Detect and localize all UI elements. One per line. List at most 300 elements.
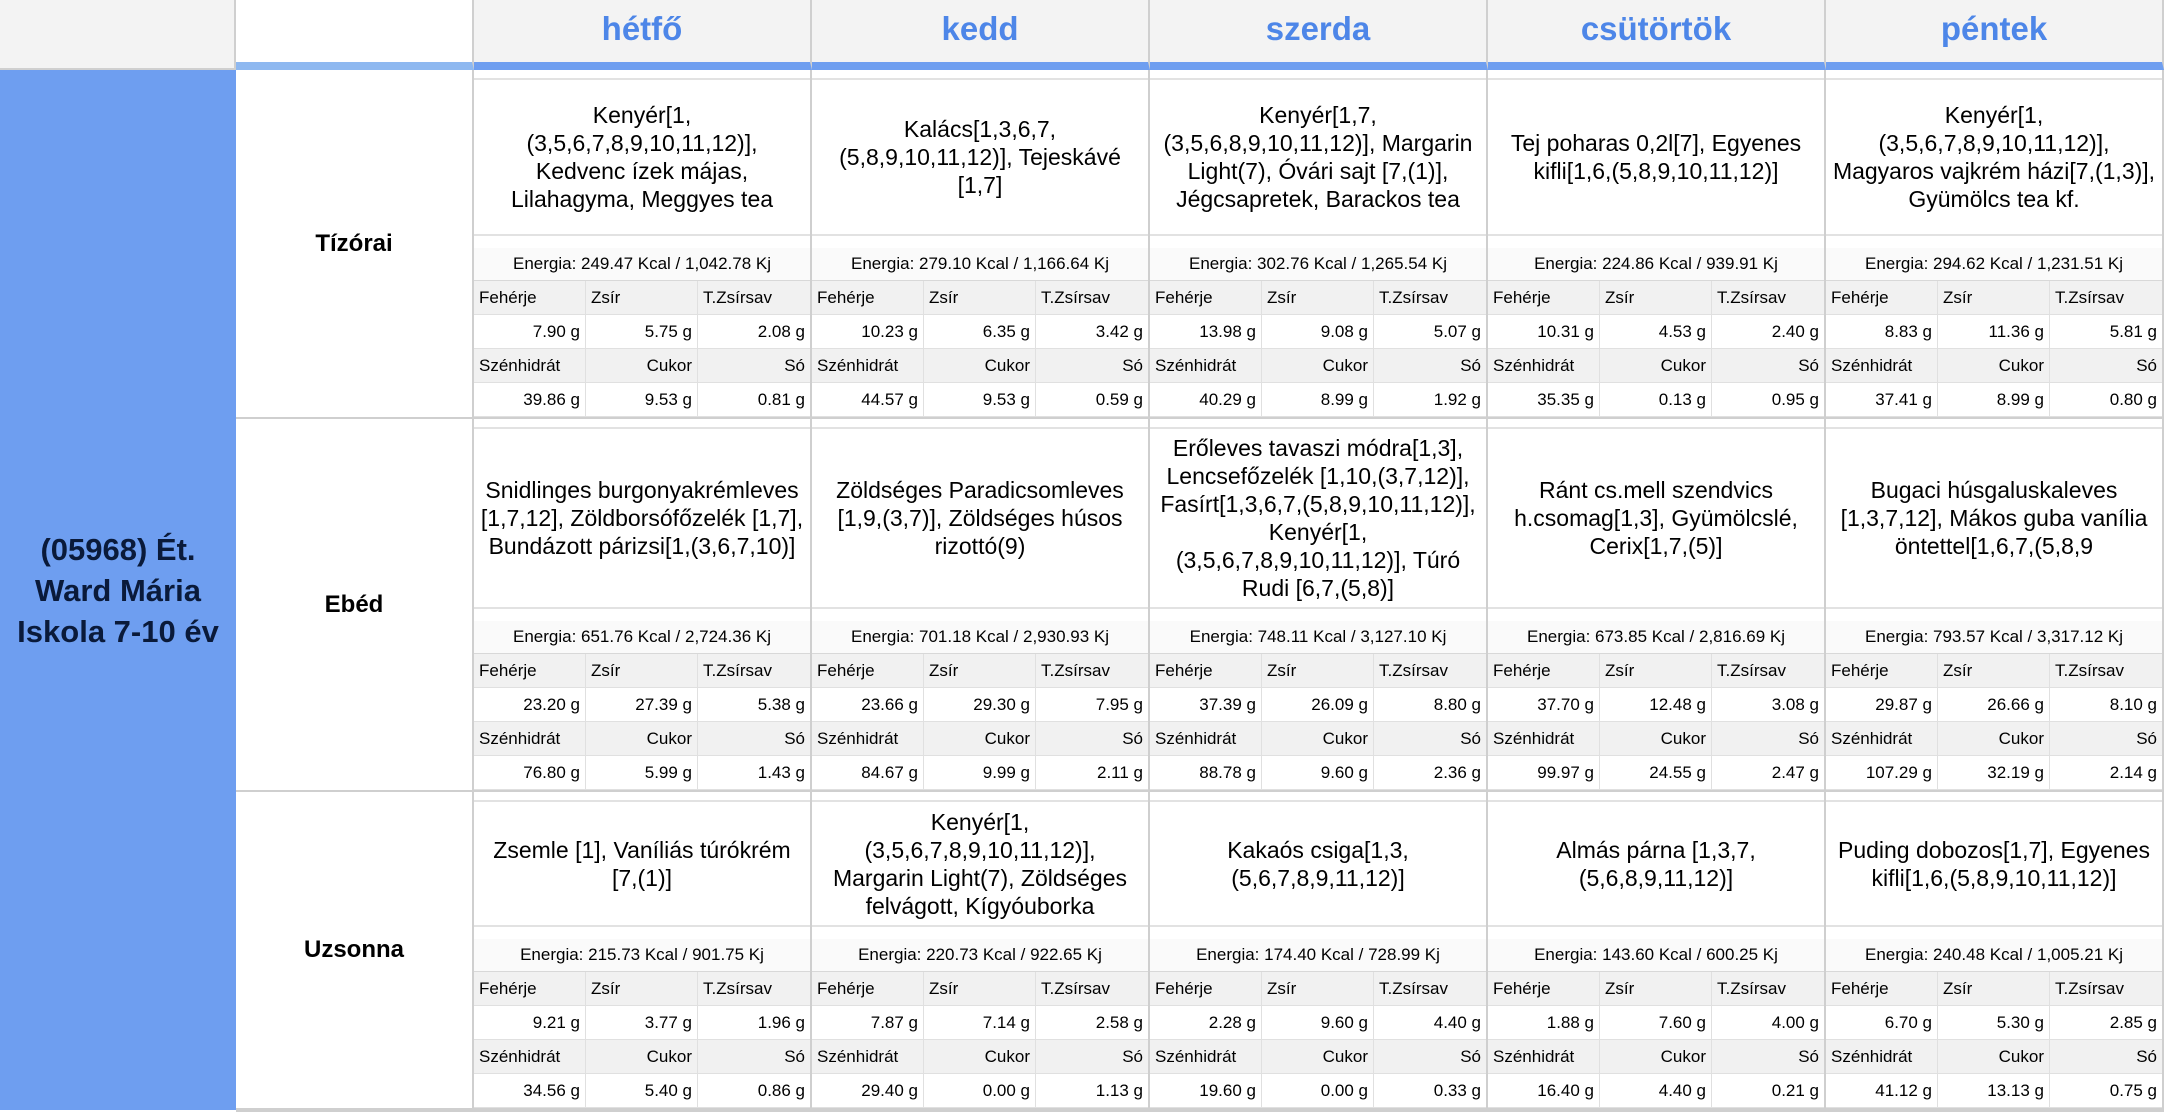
nutrient-value-row	[1150, 383, 1486, 417]
meal-name: Ebéd	[236, 419, 474, 792]
nutrient-label: Cukor	[586, 349, 698, 383]
nutrient-value: 37.41 g	[1826, 383, 1938, 417]
nutrient-value-row	[1150, 1074, 1486, 1108]
nutrient-label: Fehérje	[1826, 654, 1938, 688]
nutrient-label: T.Zsírsav	[1036, 972, 1148, 1006]
nutrient-value: 0.86 g	[698, 1074, 810, 1108]
meal-day-cell	[1150, 792, 1488, 1110]
menu-text: Kalács[1,3,6,7,(5,8,9,10,11,12)], Tejeskávé [1,7]	[812, 78, 1148, 236]
nutrient-value: 2.40 g	[1712, 315, 1824, 349]
nutrient-value: 27.39 g	[586, 688, 698, 722]
nutrient-label: Zsír	[586, 654, 698, 688]
meal-day-cell	[1826, 792, 2164, 1110]
nutrient-value-row	[812, 1074, 1148, 1108]
nutrient-value: 6.35 g	[924, 315, 1036, 349]
nutrient-value: 37.39 g	[1150, 688, 1262, 722]
nutrient-label: Szénhidrát	[474, 1040, 586, 1074]
nutrient-label: Só	[1036, 349, 1148, 383]
menu-wrap	[1488, 792, 1824, 933]
nutrient-label-row	[812, 654, 1148, 688]
nutrient-label: Szénhidrát	[1826, 1040, 1938, 1074]
nutrient-label-row	[474, 722, 810, 756]
nutrient-label: Só	[698, 349, 810, 383]
day-header: kedd	[812, 0, 1150, 70]
nutrient-value: 23.66 g	[812, 688, 924, 722]
menu-text: Zsemle [1], Vaníliás túrókrém [7,(1)]	[474, 800, 810, 927]
nutrient-value: 29.87 g	[1826, 688, 1938, 722]
nutrient-label-row	[1150, 1040, 1486, 1074]
nutrient-value: 5.99 g	[586, 756, 698, 790]
nutrient-value-row	[474, 383, 810, 417]
nutrient-label-row	[474, 654, 810, 688]
nutrient-label-row	[812, 281, 1148, 315]
nutrient-label: Szénhidrát	[474, 722, 586, 756]
nutrient-value: 40.29 g	[1150, 383, 1262, 417]
nutrient-value: 9.08 g	[1262, 315, 1374, 349]
nutrient-label: Szénhidrát	[474, 349, 586, 383]
nutrient-label: Só	[1036, 1040, 1148, 1074]
nutrient-label: Cukor	[1938, 722, 2050, 756]
energy-value: Energia: 143.60 Kcal / 600.25 Kj	[1488, 939, 1824, 972]
school-name-line: Iskola 7-10 év	[17, 613, 219, 649]
nutrient-label-row	[1150, 654, 1486, 688]
nutrient-value: 0.95 g	[1712, 383, 1824, 417]
menu-wrap	[1826, 419, 2162, 615]
nutrient-value-row	[1150, 315, 1486, 349]
nutrient-label: Cukor	[1600, 1040, 1712, 1074]
nutrient-value-row	[812, 688, 1148, 722]
menu-text: Snidlinges burgonyakrémleves [1,7,12], Zöldborsófőzelék [1,7], Bundázott párizsi[1,(3,6,7,10)]	[474, 427, 810, 609]
nutrient-label-row	[1826, 349, 2162, 383]
menu-text: Kenyér[1,(3,5,6,7,8,9,10,11,12)], Kedvenc ízek májas, Lilahagyma, Meggyes tea	[474, 78, 810, 236]
nutrient-value: 5.38 g	[698, 688, 810, 722]
menu-wrap	[812, 70, 1148, 242]
nutrient-value: 4.40 g	[1374, 1006, 1486, 1040]
corner-cell	[0, 0, 236, 70]
nutrient-value-row	[1150, 1006, 1486, 1040]
nutrient-label: Zsír	[924, 281, 1036, 315]
nutrient-label: Cukor	[924, 1040, 1036, 1074]
nutrient-label: T.Zsírsav	[1374, 972, 1486, 1006]
nutrient-value-row	[1826, 1006, 2162, 1040]
nutrient-label: Szénhidrát	[1488, 722, 1600, 756]
nutrient-label: Szénhidrát	[812, 722, 924, 756]
menu-text: Kenyér[1,(3,5,6,7,8,9,10,11,12)], Magyaros vajkrém házi[7,(1,3)], Gyümölcs tea kf.	[1826, 78, 2162, 236]
nutrient-value: 9.60 g	[1262, 1006, 1374, 1040]
meal-day-cell	[474, 792, 812, 1110]
nutrient-value-row	[812, 383, 1148, 417]
nutrient-label-row	[1826, 1040, 2162, 1074]
meal-day-cell	[812, 419, 1150, 792]
nutrient-value-row	[1488, 1006, 1824, 1040]
meal-day-cell	[1488, 792, 1826, 1110]
menu-wrap	[1150, 419, 1486, 615]
nutrient-label-row	[812, 722, 1148, 756]
nutrient-label: Só	[2050, 1040, 2162, 1074]
nutrient-label: Fehérje	[812, 972, 924, 1006]
nutrient-label: Zsír	[1262, 654, 1374, 688]
nutrient-label: Szénhidrát	[1150, 722, 1262, 756]
nutrient-value-row	[812, 1006, 1148, 1040]
nutrient-label: T.Zsírsav	[2050, 281, 2162, 315]
nutrient-value: 9.60 g	[1262, 756, 1374, 790]
nutrient-value: 1.88 g	[1488, 1006, 1600, 1040]
nutrient-value: 3.42 g	[1036, 315, 1148, 349]
meal-day-cell	[812, 70, 1150, 419]
nutrient-value: 7.60 g	[1600, 1006, 1712, 1040]
nutrient-label-row	[1488, 722, 1824, 756]
nutrient-label: Zsír	[1938, 654, 2050, 688]
nutrient-label: Só	[2050, 349, 2162, 383]
nutrient-value: 76.80 g	[474, 756, 586, 790]
nutrient-label: T.Zsírsav	[698, 972, 810, 1006]
nutrient-label-row	[474, 1040, 810, 1074]
menu-text: Kenyér[1,(3,5,6,7,8,9,10,11,12)], Margarin Light(7), Zöldséges felvágott, Kígyóuborka	[812, 800, 1148, 927]
nutrient-value-row	[474, 315, 810, 349]
nutrient-value: 0.33 g	[1374, 1074, 1486, 1108]
energy-value: Energia: 748.11 Kcal / 3,127.10 Kj	[1150, 621, 1486, 654]
nutrient-value-row	[1826, 383, 2162, 417]
meal-day-cell	[474, 419, 812, 792]
day-header: péntek	[1826, 0, 2164, 70]
nutrient-label: Fehérje	[474, 281, 586, 315]
nutrient-label-row	[1826, 972, 2162, 1006]
nutrient-value: 99.97 g	[1488, 756, 1600, 790]
nutrient-value-row	[1488, 1074, 1824, 1108]
menu-text: Zöldséges Paradicsomleves [1,9,(3,7)], Zöldséges húsos rizottó(9)	[812, 427, 1148, 609]
nutrient-label: Cukor	[924, 722, 1036, 756]
nutrient-value: 5.81 g	[2050, 315, 2162, 349]
nutrient-value: 29.40 g	[812, 1074, 924, 1108]
nutrient-label: Zsír	[1262, 281, 1374, 315]
nutrient-label-row	[1488, 972, 1824, 1006]
nutrient-value: 4.40 g	[1600, 1074, 1712, 1108]
school-name-line: Ward Mária	[35, 572, 201, 608]
nutrient-value: 2.47 g	[1712, 756, 1824, 790]
nutrient-value: 19.60 g	[1150, 1074, 1262, 1108]
day-header: hétfő	[474, 0, 812, 70]
nutrient-value: 1.96 g	[698, 1006, 810, 1040]
nutrient-label: Zsír	[586, 281, 698, 315]
day-header: csütörtök	[1488, 0, 1826, 70]
nutrient-label: Zsír	[924, 654, 1036, 688]
nutrient-value: 0.13 g	[1600, 383, 1712, 417]
nutrient-label: T.Zsírsav	[698, 654, 810, 688]
nutrient-label-row	[1488, 281, 1824, 315]
nutrient-label: Szénhidrát	[1488, 349, 1600, 383]
nutrient-label: Zsír	[924, 972, 1036, 1006]
day-header: szerda	[1150, 0, 1488, 70]
meal-day-cell	[1826, 70, 2164, 419]
meal-day-cell	[1150, 419, 1488, 792]
nutrient-value: 13.98 g	[1150, 315, 1262, 349]
nutrient-label: Fehérje	[812, 281, 924, 315]
nutrient-label-row	[812, 972, 1148, 1006]
nutrient-label: Só	[1712, 722, 1824, 756]
nutrient-label: Só	[698, 722, 810, 756]
nutrient-label: T.Zsírsav	[1374, 281, 1486, 315]
nutrient-label-row	[1826, 722, 2162, 756]
school-name-cell	[0, 70, 236, 1110]
nutrient-label: T.Zsírsav	[1036, 281, 1148, 315]
nutrient-value: 8.10 g	[2050, 688, 2162, 722]
menu-wrap	[1826, 792, 2162, 933]
menu-text: Kakaós csiga[1,3,(5,6,7,8,9,11,12)]	[1150, 800, 1486, 927]
energy-value: Energia: 793.57 Kcal / 3,317.12 Kj	[1826, 621, 2162, 654]
nutrient-value: 44.57 g	[812, 383, 924, 417]
nutrient-value: 0.81 g	[698, 383, 810, 417]
nutrient-value: 26.09 g	[1262, 688, 1374, 722]
nutrient-label-row	[812, 1040, 1148, 1074]
nutrient-label: Fehérje	[474, 654, 586, 688]
nutrient-value: 5.40 g	[586, 1074, 698, 1108]
nutrient-label-row	[1488, 349, 1824, 383]
nutrient-value: 5.07 g	[1374, 315, 1486, 349]
menu-wrap	[474, 419, 810, 615]
nutrient-label: Cukor	[586, 1040, 698, 1074]
nutrient-value-row	[1826, 756, 2162, 790]
nutrient-value-row	[1826, 315, 2162, 349]
nutrient-label: Só	[1374, 722, 1486, 756]
nutrient-label: Fehérje	[1826, 972, 1938, 1006]
nutrient-label: Fehérje	[812, 654, 924, 688]
nutrient-value: 107.29 g	[1826, 756, 1938, 790]
nutrient-value: 2.85 g	[2050, 1006, 2162, 1040]
nutrient-label-row	[474, 281, 810, 315]
nutrient-value: 12.48 g	[1600, 688, 1712, 722]
nutrient-label: Szénhidrát	[812, 349, 924, 383]
nutrient-label: Fehérje	[1150, 654, 1262, 688]
nutrient-value: 2.36 g	[1374, 756, 1486, 790]
nutrient-label: Só	[1036, 722, 1148, 756]
nutrient-value: 0.21 g	[1712, 1074, 1824, 1108]
nutrient-label: Cukor	[1262, 349, 1374, 383]
energy-value: Energia: 279.10 Kcal / 1,166.64 Kj	[812, 248, 1148, 281]
nutrient-value: 7.95 g	[1036, 688, 1148, 722]
nutrient-label: T.Zsírsav	[1712, 281, 1824, 315]
nutrient-label: Zsír	[1600, 281, 1712, 315]
nutrient-value: 23.20 g	[474, 688, 586, 722]
menu-text: Ránt cs.mell szendvics h.csomag[1,3], Gyümölcslé, Cerix[1,7,(5)]	[1488, 427, 1824, 609]
meal-day-cell	[1826, 419, 2164, 792]
nutrient-label: Zsír	[1600, 654, 1712, 688]
nutrient-label: T.Zsírsav	[1036, 654, 1148, 688]
menu-text: Kenyér[1,7,(3,5,6,8,9,10,11,12)], Margarin Light(7), Óvári sajt [7,(1)], Jégcsapretek, Barackos tea	[1150, 78, 1486, 236]
nutrient-label: Zsír	[1262, 972, 1374, 1006]
meal-name: Tízórai	[236, 70, 474, 419]
menu-wrap	[1826, 70, 2162, 242]
nutrient-label: Fehérje	[1150, 972, 1262, 1006]
nutrient-value-row	[812, 315, 1148, 349]
nutrient-label-row	[1150, 722, 1486, 756]
nutrient-label: T.Zsírsav	[2050, 654, 2162, 688]
nutrient-value: 7.87 g	[812, 1006, 924, 1040]
nutrient-value: 0.00 g	[924, 1074, 1036, 1108]
nutrient-label: Só	[1712, 349, 1824, 383]
nutrient-value: 0.75 g	[2050, 1074, 2162, 1108]
nutrient-label: Zsír	[1600, 972, 1712, 1006]
nutrient-value: 26.66 g	[1938, 688, 2050, 722]
nutrient-label: T.Zsírsav	[2050, 972, 2162, 1006]
menu-text: Erőleves tavaszi módra[1,3], Lencsefőzelék [1,10,(3,7,12)], Fasírt[1,3,6,7,(5,8,9,10,11,12)], Kenyér[1,(3,5,6,7,8,9,10,11,12)], Túró Rudi [6,7,(5,8)]	[1150, 427, 1486, 609]
nutrient-value-row	[474, 1074, 810, 1108]
nutrient-label: Szénhidrát	[1488, 1040, 1600, 1074]
nutrient-label: Cukor	[1938, 349, 2050, 383]
menu-wrap	[474, 792, 810, 933]
menu-wrap	[474, 70, 810, 242]
nutrient-value: 4.53 g	[1600, 315, 1712, 349]
nutrient-label: Só	[2050, 722, 2162, 756]
meal-day-cell	[1488, 419, 1826, 792]
nutrient-value: 24.55 g	[1600, 756, 1712, 790]
meal-day-cell	[474, 70, 812, 419]
nutrient-label: Só	[1374, 1040, 1486, 1074]
energy-value: Energia: 673.85 Kcal / 2,816.69 Kj	[1488, 621, 1824, 654]
nutrient-label: Zsír	[1938, 972, 2050, 1006]
nutrient-label-row	[474, 349, 810, 383]
nutrient-label: Cukor	[1262, 722, 1374, 756]
nutrient-value: 13.13 g	[1938, 1074, 2050, 1108]
energy-value: Energia: 224.86 Kcal / 939.91 Kj	[1488, 248, 1824, 281]
nutrient-value-row	[1488, 688, 1824, 722]
nutrient-value: 4.00 g	[1712, 1006, 1824, 1040]
nutrient-value: 88.78 g	[1150, 756, 1262, 790]
nutrient-label-row	[1488, 654, 1824, 688]
energy-value: Energia: 651.76 Kcal / 2,724.36 Kj	[474, 621, 810, 654]
meal-day-cell	[1150, 70, 1488, 419]
nutrient-value: 41.12 g	[1826, 1074, 1938, 1108]
nutrient-value: 1.92 g	[1374, 383, 1486, 417]
nutrient-label: Fehérje	[1488, 281, 1600, 315]
nutrient-value-row	[474, 756, 810, 790]
menu-wrap	[812, 419, 1148, 615]
nutrient-label: Fehérje	[1826, 281, 1938, 315]
nutrient-value: 11.36 g	[1938, 315, 2050, 349]
nutrient-value: 8.80 g	[1374, 688, 1486, 722]
energy-value: Energia: 701.18 Kcal / 2,930.93 Kj	[812, 621, 1148, 654]
nutrient-value: 32.19 g	[1938, 756, 2050, 790]
nutrient-label: Cukor	[586, 722, 698, 756]
nutrient-label-row	[1826, 281, 2162, 315]
nutrient-label: Fehérje	[474, 972, 586, 1006]
nutrient-value: 8.99 g	[1262, 383, 1374, 417]
nutrient-label-row	[474, 972, 810, 1006]
nutrient-label-row	[1488, 1040, 1824, 1074]
nutrient-value-row	[1826, 1074, 2162, 1108]
nutrient-value-row	[1826, 688, 2162, 722]
nutrient-label: T.Zsírsav	[1712, 972, 1824, 1006]
menu-text: Bugaci húsgaluskaleves [1,3,7,12], Mákos guba vanília öntettel[1,6,7,(5,8,9	[1826, 427, 2162, 609]
nutrient-value: 8.83 g	[1826, 315, 1938, 349]
nutrient-label: Szénhidrát	[1826, 349, 1938, 383]
nutrient-label: Zsír	[1938, 281, 2050, 315]
meal-name: Uzsonna	[236, 792, 474, 1110]
menu-text: Tej poharas 0,2l[7], Egyenes kifli[1,6,(5,8,9,10,11,12)]	[1488, 78, 1824, 236]
nutrient-value: 10.23 g	[812, 315, 924, 349]
nutrient-label: Cukor	[924, 349, 1036, 383]
nutrient-value: 3.08 g	[1712, 688, 1824, 722]
menu-text: Puding dobozos[1,7], Egyenes kifli[1,6,(5,8,9,10,11,12)]	[1826, 800, 2162, 927]
nutrient-value: 7.90 g	[474, 315, 586, 349]
nutrient-label-row	[1826, 654, 2162, 688]
nutrient-label: Zsír	[586, 972, 698, 1006]
energy-value: Energia: 240.48 Kcal / 1,005.21 Kj	[1826, 939, 2162, 972]
nutrient-value: 84.67 g	[812, 756, 924, 790]
nutrient-value-row	[1150, 688, 1486, 722]
nutrient-label: Fehérje	[1488, 654, 1600, 688]
nutrient-label: Só	[698, 1040, 810, 1074]
nutrient-value-row	[812, 756, 1148, 790]
nutrient-value-row	[1488, 383, 1824, 417]
nutrient-value: 37.70 g	[1488, 688, 1600, 722]
menu-wrap	[1150, 70, 1486, 242]
menu-text: Almás párna [1,3,7,(5,6,8,9,11,12)]	[1488, 800, 1824, 927]
nutrient-value: 1.43 g	[698, 756, 810, 790]
nutrient-value: 0.80 g	[2050, 383, 2162, 417]
nutrient-value: 0.00 g	[1262, 1074, 1374, 1108]
nutrient-value: 5.75 g	[586, 315, 698, 349]
nutrient-value: 2.28 g	[1150, 1006, 1262, 1040]
menu-wrap	[1488, 70, 1824, 242]
nutrient-label: T.Zsírsav	[1374, 654, 1486, 688]
nutrient-value: 6.70 g	[1826, 1006, 1938, 1040]
menu-wrap	[1488, 419, 1824, 615]
nutrient-label-row	[1150, 349, 1486, 383]
nutrient-label: Szénhidrát	[1150, 349, 1262, 383]
nutrient-value: 2.58 g	[1036, 1006, 1148, 1040]
nutrient-value-row	[1150, 756, 1486, 790]
nutrient-value: 8.99 g	[1938, 383, 2050, 417]
nutrient-label: Szénhidrát	[812, 1040, 924, 1074]
nutrient-value: 29.30 g	[924, 688, 1036, 722]
nutrient-value: 3.77 g	[586, 1006, 698, 1040]
nutrient-value-row	[474, 688, 810, 722]
nutrient-value: 5.30 g	[1938, 1006, 2050, 1040]
nutrient-label: Cukor	[1600, 722, 1712, 756]
menu-wrap	[1150, 792, 1486, 933]
nutrient-value: 1.13 g	[1036, 1074, 1148, 1108]
nutrient-label: Só	[1712, 1040, 1824, 1074]
nutrient-value-row	[1488, 315, 1824, 349]
nutrient-value: 9.21 g	[474, 1006, 586, 1040]
nutrient-value-row	[474, 1006, 810, 1040]
menu-wrap	[812, 792, 1148, 933]
nutrient-value: 9.99 g	[924, 756, 1036, 790]
energy-value: Energia: 249.47 Kcal / 1,042.78 Kj	[474, 248, 810, 281]
nutrient-label: Szénhidrát	[1826, 722, 1938, 756]
energy-value: Energia: 215.73 Kcal / 901.75 Kj	[474, 939, 810, 972]
nutrient-label: Fehérje	[1488, 972, 1600, 1006]
nutrient-label: Szénhidrát	[1150, 1040, 1262, 1074]
energy-value: Energia: 302.76 Kcal / 1,265.54 Kj	[1150, 248, 1486, 281]
nutrient-label: T.Zsírsav	[1712, 654, 1824, 688]
nutrient-label: T.Zsírsav	[698, 281, 810, 315]
nutrient-label-row	[1150, 281, 1486, 315]
nutrient-value: 9.53 g	[924, 383, 1036, 417]
nutrient-value-row	[1488, 756, 1824, 790]
nutrient-label: Só	[1374, 349, 1486, 383]
nutrient-value: 9.53 g	[586, 383, 698, 417]
nutrient-label-row	[1150, 972, 1486, 1006]
nutrient-label: Cukor	[1262, 1040, 1374, 1074]
nutrient-label: Cukor	[1600, 349, 1712, 383]
nutrient-value: 2.14 g	[2050, 756, 2162, 790]
energy-value: Energia: 220.73 Kcal / 922.65 Kj	[812, 939, 1148, 972]
energy-value: Energia: 174.40 Kcal / 728.99 Kj	[1150, 939, 1486, 972]
nutrient-value: 7.14 g	[924, 1006, 1036, 1040]
nutrient-label: Fehérje	[1150, 281, 1262, 315]
meal-header-cell	[236, 0, 474, 70]
